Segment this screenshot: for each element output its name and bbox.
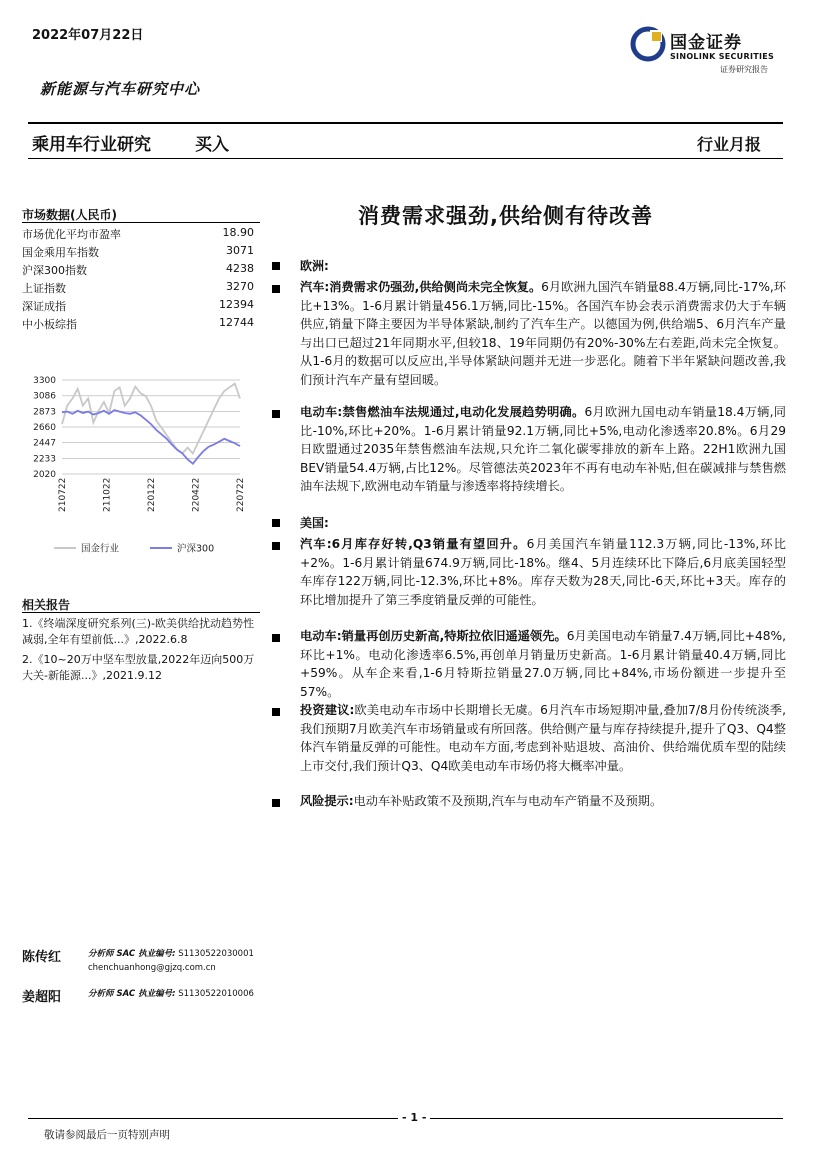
- paragraph-us-auto: [300, 535, 786, 609]
- bullet-icon: [272, 262, 280, 270]
- main-title: 消费需求强劲,供给侧有待改善: [358, 204, 653, 228]
- market-label: 中小板综指: [22, 318, 77, 331]
- paragraph-lead: 汽车:6月库存好转,Q3销量有望回升。: [300, 537, 527, 551]
- market-row: [22, 280, 254, 298]
- analyst-info: [88, 987, 254, 1001]
- analyst-email[interactable]: chenchuanhong@gjzq.com.cn: [88, 963, 216, 973]
- market-label: 深证成指: [22, 300, 66, 313]
- footer-disclaimer: 敬请参阅最后一页特别声明: [44, 1129, 170, 1141]
- page-number: - 1 -: [398, 1111, 430, 1124]
- x-tick-label: 220722: [236, 477, 246, 512]
- section-heading-europe: 欧洲:: [300, 259, 329, 273]
- market-row: [22, 262, 254, 280]
- market-row: [22, 316, 254, 334]
- paragraph-us-ev: [300, 627, 786, 701]
- research-center: 新能源与汽车研究中心: [40, 80, 201, 98]
- logo-name-en: SINOLINK SECURITIES: [670, 52, 775, 61]
- y-tick-label: 2447: [33, 438, 56, 449]
- analyst-name: 姜超阳: [22, 990, 62, 1005]
- company-logo: [630, 24, 800, 76]
- analyst-name: 陈传红: [22, 950, 62, 965]
- report-category: 证券研究报告: [720, 65, 768, 74]
- legend-label: 国金行业: [81, 543, 120, 555]
- paragraph-risk: [300, 792, 786, 811]
- market-row: [22, 226, 254, 244]
- x-tick-label: 220422: [191, 477, 202, 512]
- market-value: 4238: [226, 262, 254, 275]
- title-rule: [28, 158, 783, 159]
- report-date: 2022年07月22日: [32, 28, 144, 43]
- market-value: 12744: [219, 316, 254, 329]
- bullet-icon: [272, 708, 280, 716]
- paragraph-lead: 投资建议:: [300, 703, 355, 717]
- bullet-icon: [272, 634, 280, 642]
- series-line-1: [62, 410, 240, 464]
- paragraph-lead: 电动车:销量再创历史新高,特斯拉依旧遥遥领先。: [300, 629, 567, 643]
- analyst-info: [88, 947, 254, 975]
- paragraph-body: 6月欧洲九国汽车销量88.4万辆,同比-17%,环比+13%。1-6月累计销量456.1万辆,同比-15%。各国汽车协会表示消费需求仍大于车辆供应,销量下降主要因为半导体紧缺,制约了汽车生产。以德国为例,供给端5、6月汽车产量与出口已超过21年同期水平,但较18、19年同期仍有20%-30%左右差距,尚未完全恢复。从1-6月的数据可以反应出,半导体紧缺问题并无进一步恶化。随着下半年紧缺问题改善,我们预计汽车产量有望回暖。: [300, 280, 786, 387]
- market-value: 18.90: [222, 226, 254, 239]
- logo-mark-icon: [630, 26, 666, 62]
- analyst-cert-label: 分析师 SAC 执业编号:: [88, 989, 176, 999]
- paragraph-body: 6月欧洲九国电动车销量18.4万辆,同比-10%,环比+20%。1-6月累计销量92.1万辆,同比+5%,电动化渗透率20.8%。6月29日欧盟通过2035年禁售燃油车法规,只允许二氧化碳零排放的新车上路。22H1欧洲九国BEV销量54.4万辆,占比12%。尽管德法英2023年不再有电动车补贴,但在碳减排与禁售燃油车法规下,欧洲电动车销量与渗透率将持续增长。: [300, 405, 786, 494]
- x-tick-label: 211022: [102, 477, 113, 512]
- y-tick-label: 2660: [33, 423, 56, 433]
- paragraph-body: 欧美电动车市场中长期增长无虞。6月汽车市场短期冲量,叠加7/8月份传统淡季,我们预期7月欧美汽车市场销量或有所回落。供给侧产量与库存持续提升,提升了Q3、Q4整体汽车销量反弹的可能性。电动车方面,考虑到补贴退坡、高油价、供给端优质车型的陆续上市交付,我们预计Q3、Q4欧美电动车市场仍将大概率冲量。: [300, 703, 787, 773]
- analyst-cert: S1130522030001: [178, 949, 254, 959]
- bullet-icon: [272, 519, 280, 527]
- related-report-item[interactable]: 2.《10~20万中坚车型放量,2022年迈向500万大关-新能源...》,2021.9.12: [22, 653, 255, 682]
- market-label: 国金乘用车指数: [22, 246, 99, 259]
- paragraph-body: 6月美国汽车销量112.3万辆,同比-13%,环比+2%。1-6月累计销量674.9万辆,同比-18%。继4、5月连续环比下降后,6月底美国轻型车库存122万辆,同比-12.3%,环比+8%。库存天数为28天,同比-6天,环比+3天。库存的环比增加提升了第三季度销量反弹的可能性。: [300, 537, 786, 607]
- paragraph-investment: [300, 701, 786, 775]
- x-tick-label: 220122: [147, 477, 157, 512]
- bullet-icon: [272, 799, 280, 807]
- paragraph-lead: 电动车:禁售燃油车法规通过,电动化发展趋势明确。: [300, 405, 585, 419]
- report-type: 行业月报: [697, 135, 762, 154]
- market-label: 市场优化平均市盈率: [22, 228, 121, 241]
- legend-label: 沪深300: [177, 543, 215, 555]
- y-tick-label: 3086: [33, 391, 56, 402]
- report-title: 乘用车行业研究: [32, 135, 151, 155]
- header-rule: [28, 122, 783, 124]
- paragraph-europe-auto: [300, 278, 786, 390]
- x-tick-label: 210722: [58, 477, 68, 512]
- paragraph-lead: 汽车:消费需求仍强劲,供给侧尚未完全恢复。: [300, 280, 542, 294]
- y-tick-label: 2233: [33, 454, 56, 465]
- index-chart-svg: [22, 368, 262, 568]
- market-row: [22, 298, 254, 316]
- paragraph-europe-ev: [300, 403, 786, 496]
- market-value: 3071: [226, 244, 254, 257]
- bullet-icon: [272, 542, 280, 550]
- paragraph-body: 6月美国电动车销量7.4万辆,同比+48%,环比+1%。电动化渗透率6.5%,再创单月销量历史新高。1-6月累计销量40.4万辆,同比+59%。从车企来看,1-6月特斯拉销量27.0万辆,同比+84%,市场份额进一步提升至57%。: [300, 629, 786, 699]
- y-tick-label: 2873: [33, 407, 56, 418]
- market-label: 上证指数: [22, 282, 66, 295]
- market-row: [22, 244, 254, 262]
- market-label: 沪深300指数: [22, 264, 87, 277]
- logo-name-cn: 国金证券: [670, 33, 742, 53]
- market-value: 3270: [226, 280, 254, 293]
- y-tick-label: 3300: [33, 376, 56, 386]
- bullet-icon: [272, 285, 280, 293]
- y-tick-label: 2020: [33, 470, 56, 480]
- analyst-cert-label: 分析师 SAC 执业编号:: [88, 949, 176, 959]
- analyst-cert: S1130522010006: [178, 989, 254, 999]
- paragraph-body: 电动车补贴政策不及预期,汽车与电动车产销量不及预期。: [353, 794, 663, 808]
- related-report-item[interactable]: 1.《终端深度研究系列(三)-欧美供给扰动趋势性减弱,全年有望前低...》,2022.6.8: [22, 617, 255, 646]
- market-data-rule: [22, 222, 260, 223]
- section-heading-us: 美国:: [300, 516, 329, 530]
- paragraph-lead: 风险提示:: [300, 794, 354, 808]
- rating-badge: 买入: [195, 135, 229, 155]
- index-chart: [22, 368, 262, 568]
- bullet-icon: [272, 410, 280, 418]
- market-data-title: 市场数据(人民币): [22, 208, 117, 222]
- related-reports-title: 相关报告: [22, 598, 71, 612]
- market-value: 12394: [219, 298, 254, 311]
- related-reports-rule: [22, 612, 260, 613]
